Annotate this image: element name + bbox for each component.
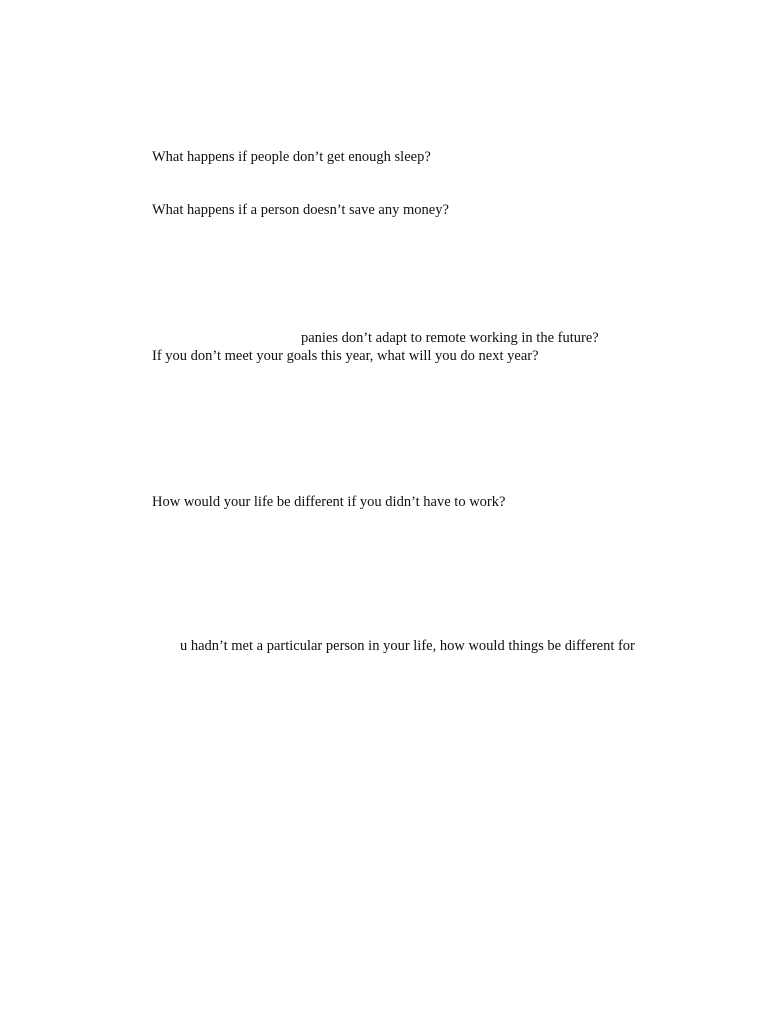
question-saving-money: What happens if a person doesn’t save any money? xyxy=(152,202,449,218)
question-goals: If you don’t meet your goals this year, what will you do next year? xyxy=(152,348,539,364)
question-particular-person-fragment: u hadn’t met a particular person in your life, how would things be different for xyxy=(180,638,635,654)
question-sleep: What happens if people don’t get enough sleep? xyxy=(152,149,431,165)
question-remote-working-fragment: panies don’t adapt to remote working in the future? xyxy=(301,330,599,346)
question-work: How would your life be different if you didn’t have to work? xyxy=(152,494,506,510)
